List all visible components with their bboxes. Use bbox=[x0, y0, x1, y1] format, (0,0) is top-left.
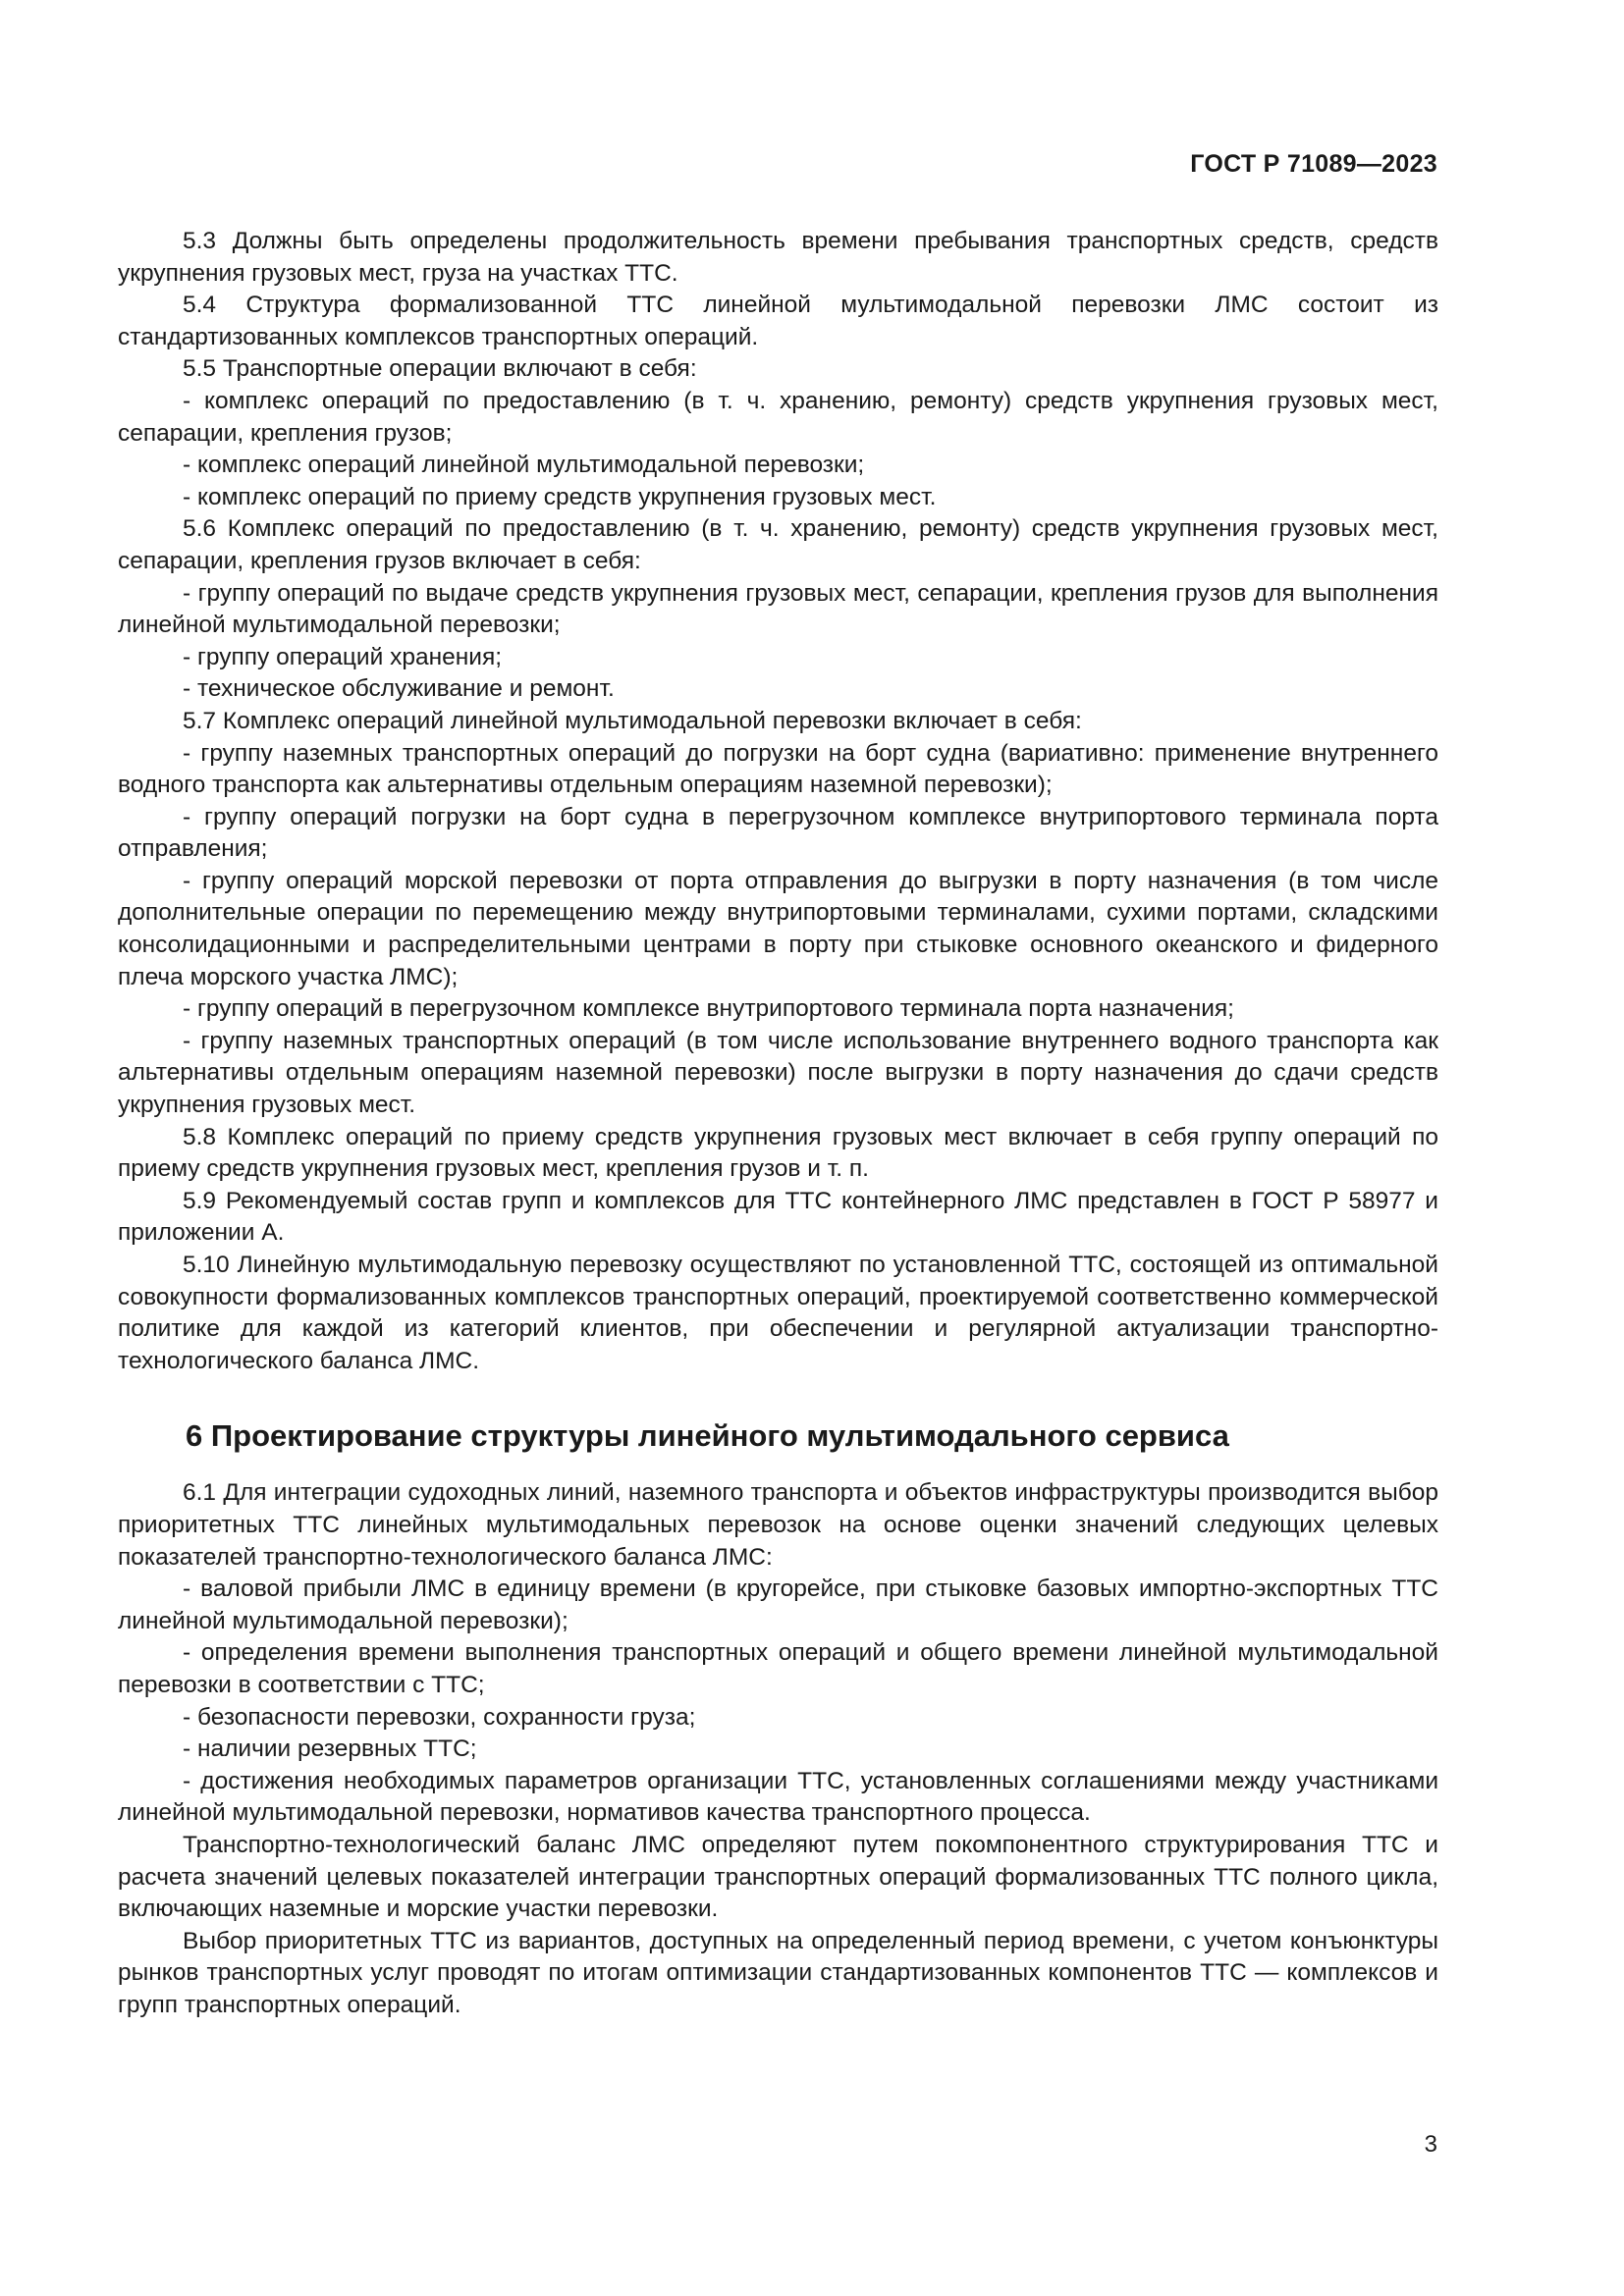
list-item: - группу операций погрузки на борт судна в перегрузочном комплексе внутрипортового терминала порта отправления; bbox=[118, 803, 1438, 863]
section-6-title: 6 Проектирование структуры линейного мультимодального сервиса bbox=[186, 1418, 1229, 1454]
paragraph-5-5: 5.5 Транспортные операции включают в себя: bbox=[183, 355, 697, 383]
list-item: - группу наземных транспортных операций до погрузки на борт судна (вариативно: применение внутреннего водного транспорта как альтернативы отдельным операциям наземной перевозки); bbox=[118, 739, 1438, 799]
list-item: - комплекс операций линейной мультимодальной перевозки; bbox=[183, 452, 865, 479]
paragraph-5-9: 5.9 Рекомендуемый состав групп и комплексов для ТТС контейнерного ЛМС представлен в ГОСТ Р 58977 и приложении А. bbox=[118, 1187, 1438, 1247]
paragraph-5-7: 5.7 Комплекс операций линейной мультимодальной перевозки включает в себя: bbox=[183, 707, 1082, 734]
paragraph-5-8: 5.8 Комплекс операций по приему средств укрупнения грузовых мест включает в себя группу операций по приему средств укрупнения грузовых мест, крепления грузов и т. п. bbox=[118, 1123, 1438, 1183]
list-item: - комплекс операций по предоставлению (в т. ч. хранению, ремонту) средств укрупнения грузовых мест, сепарации, крепления грузов; bbox=[118, 387, 1438, 447]
document-body bbox=[118, 226, 1438, 2021]
paragraph-5-10: 5.10 Линейную мультимодальную перевозку осуществляют по установленной ТТС, состоящей из оптимальной совокупности формализованных комплексов транспортных операций, проектируемой соответственно коммерческой политике для каждой из категорий клиентов, при обеспечении и регулярной актуализации транспортно-технологического баланса ЛМС. bbox=[118, 1252, 1438, 1374]
paragraph-5-6: 5.6 Комплекс операций по предоставлению (в т. ч. хранению, ремонту) средств укрупнения грузовых мест, сепарации, крепления грузов включает в себя: bbox=[118, 515, 1438, 574]
list-item: - группу операций хранения; bbox=[183, 643, 503, 670]
paragraph-5-4: 5.4 Структура формализованной ТТС линейной мультимодальной перевозки ЛМС состоит из стандартизованных комплексов транспортных операций. bbox=[118, 292, 1438, 350]
paragraph-6-1: 6.1 Для интеграции судоходных линий, наземного транспорта и объектов инфраструктуры производится выбор приоритетных ТТС линейных мультимодальных перевозок на основе оценки значений следующих целевых показателей транспортно-технологического баланса ЛМС: bbox=[118, 1479, 1438, 1571]
list-item: - определения времени выполнения транспортных операций и общего времени линейной мультимодальной перевозки в соответствии с ТТС; bbox=[118, 1639, 1438, 1698]
list-item: - комплекс операций по приему средств укрупнения грузовых мест. bbox=[183, 483, 937, 510]
list-item: - достижения необходимых параметров организации ТТС, установленных соглашениями между участниками линейной мультимодальной перевозки, нормативов качества транспортного процесса. bbox=[118, 1767, 1438, 1827]
paragraph-balance: Транспортно-технологический баланс ЛМС определяют путем покомпонентного структурирования ТТС и расчета значений целевых показателей интеграции транспортных операций формализованных ТТС полного цикла, включающих наземные и морские участки перевозки. bbox=[118, 1831, 1438, 1923]
list-item: - техническое обслуживание и ремонт. bbox=[183, 675, 615, 703]
list-item: - группу операций морской перевозки от порта отправления до выгрузки в порту назначения (в том числе дополнительные операции по перемещению между внутрипортовыми терминалами, сухими портами, складскими консолидационными и распределительными центрами в порту при стыковке основного океанского и фидерного плеча морского участка ЛМС); bbox=[118, 867, 1438, 990]
list-item: - безопасности перевозки, сохранности груза; bbox=[183, 1703, 696, 1731]
list-item: - наличии резервных ТТС; bbox=[183, 1735, 477, 1763]
document-standard-header: ГОСТ Р 71089—2023 bbox=[1190, 150, 1437, 178]
list-item: - валовой прибыли ЛМС в единицу времени (в кругорейсе, при стыковке базовых импортно-экспортных ТТС линейной мультимодальной перевозки); bbox=[118, 1575, 1438, 1634]
page-number: 3 bbox=[1424, 2131, 1437, 2158]
paragraph-selection: Выбор приоритетных ТТС из вариантов, доступных на определенный период времени, с учетом конъюнктуры рынков транспортных услуг проводят по итогам оптимизации стандартизованных компонентов ТТС — комплексов и групп транспортных операций. bbox=[118, 1927, 1438, 2018]
list-item: - группу операций по выдаче средств укрупнения грузовых мест, сепарации, крепления грузов для выполнения линейной мультимодальной перевозки; bbox=[118, 579, 1438, 639]
list-item: - группу наземных транспортных операций (в том числе использование внутреннего водного транспорта как альтернативы отдельным операциям наземной перевозки) после выгрузки в порту назначения до сдачи средств укрупнения грузовых мест. bbox=[118, 1027, 1438, 1119]
paragraph-5-3: 5.3 Должны быть определены продолжительность времени пребывания транспортных средств, средств укрупнения грузовых мест, груза на участках ТТС. bbox=[118, 228, 1438, 287]
list-item: - группу операций в перегрузочном комплексе внутрипортового терминала порта назначения; bbox=[183, 995, 1234, 1023]
